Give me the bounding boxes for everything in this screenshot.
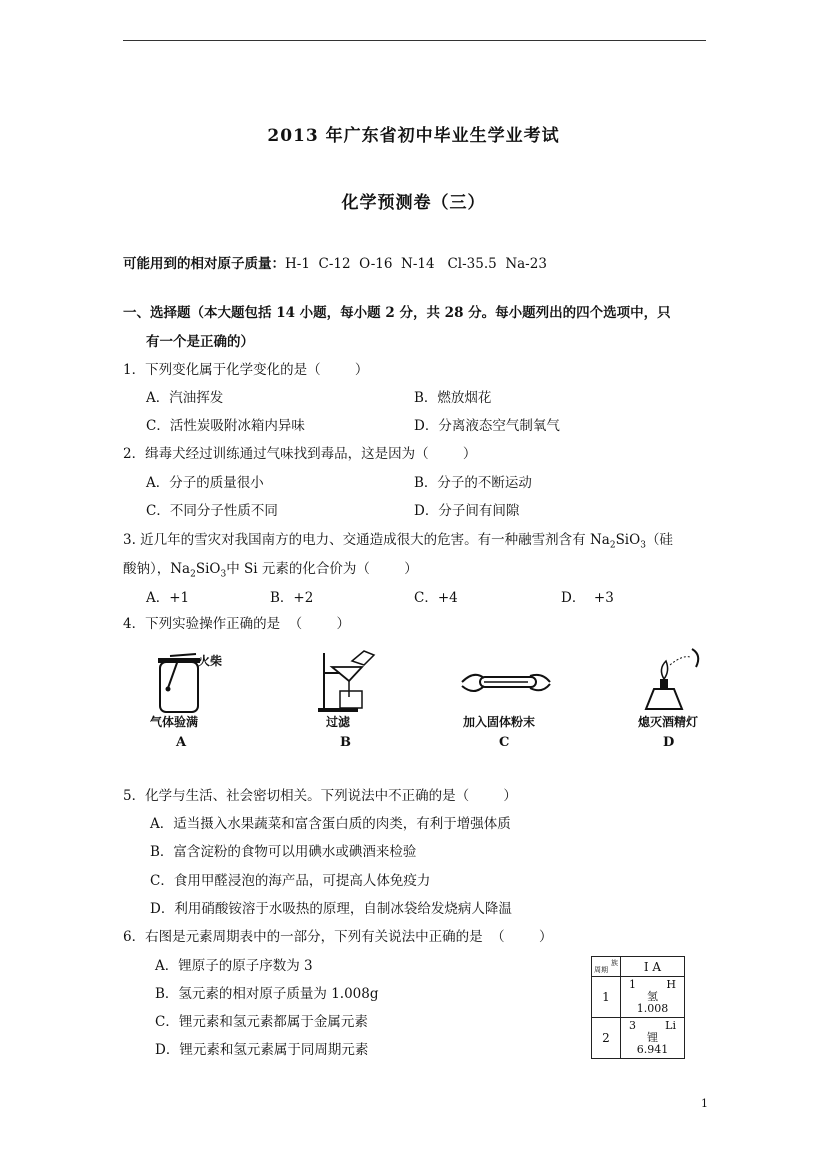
table-period-2: 2 bbox=[592, 1018, 621, 1059]
table-period-1: 1 bbox=[592, 977, 621, 1018]
atomic-masses-line bbox=[123, 255, 547, 273]
figure-a-caption: 气体验满 bbox=[150, 715, 199, 729]
hydrogen-mass: 1.008 bbox=[636, 1002, 669, 1015]
question-3-option-a: A．+1 bbox=[146, 590, 190, 606]
figure-a-letter: A bbox=[176, 735, 187, 750]
question-6-stem: 6．右图是元素周期表中的一部分，下列有关说法中正确的是 （ ） bbox=[123, 929, 553, 945]
exam-title: 2013 年广东省初中毕业生学业考试 bbox=[267, 126, 560, 146]
question-1-stem: 1．下列变化属于化学变化的是（ ） bbox=[123, 362, 369, 378]
table-corner-cell: 族 周期 bbox=[592, 957, 621, 977]
atomic-masses-label: 可能用到的相对原子质量： bbox=[123, 256, 285, 272]
question-2-option-b: B．分子的不断运动 bbox=[414, 475, 532, 491]
lithium-number: 3 bbox=[629, 1019, 636, 1032]
lithium-symbol: Li bbox=[665, 1019, 676, 1032]
figure-c-caption: 加入固体粉末 bbox=[463, 715, 536, 729]
figure-d-alcohol-lamp bbox=[636, 645, 706, 713]
hydrogen-name: 氢 bbox=[647, 990, 658, 1003]
figure-d-letter: D bbox=[663, 735, 675, 750]
question-3-option-b: B．+2 bbox=[270, 590, 314, 606]
hydrogen-symbol: H bbox=[666, 978, 676, 991]
question-1-option-b: B．燃放烟花 bbox=[414, 390, 492, 406]
question-6-option-c: C．锂元素和氢元素都属于金属元素 bbox=[155, 1014, 368, 1030]
figure-a-note: 火柴 bbox=[198, 654, 223, 668]
question-5-option-a: A．适当摄入水果蔬菜和富含蛋白质的肉类，有利于增强体质 bbox=[150, 816, 511, 832]
section-heading-line1: 一、选择题（本大题包括 14 小题，每小题 2 分，共 28 分。每小题列出的四个选项中，只 bbox=[123, 305, 671, 321]
question-3-stem-line1: 3. 近几年的雪灾对我国南方的电力、交通造成很大的危害。有一种融雪剂含有 $Na_2SiO_3$（硅 bbox=[123, 532, 673, 551]
figure-c-letter: C bbox=[499, 735, 510, 750]
figure-c-test-tube bbox=[458, 668, 554, 698]
question-5-stem: 5．化学与生活、社会密切相关。下列说法中不正确的是（ ） bbox=[123, 788, 517, 804]
table-group-header: I A bbox=[621, 957, 685, 977]
question-3-stem-line2: 酸钠），$Na_2SiO_3$中 Si 元素的化合价为（ ） bbox=[123, 561, 418, 580]
lithium-mass: 6.941 bbox=[636, 1043, 669, 1056]
question-1-option-d: D．分离液态空气制氧气 bbox=[414, 418, 560, 434]
question-3-option-d: D． +3 bbox=[561, 590, 614, 606]
question-4-stem: 4．下列实验操作正确的是 （ ） bbox=[123, 616, 351, 632]
question-6-option-d: D．锂元素和氢元素属于同周期元素 bbox=[155, 1042, 369, 1058]
figure-b-caption: 过滤 bbox=[326, 715, 351, 729]
question-2-option-a: A．分子的质量很小 bbox=[146, 475, 264, 491]
page-number: 1 bbox=[701, 1097, 708, 1110]
question-5-option-b: B．富含淀粉的食物可以用碘水或碘酒来检验 bbox=[150, 844, 417, 860]
question-1-option-c: C．活性炭吸附冰箱内异味 bbox=[146, 418, 305, 434]
question-5-option-c: C．食用甲醛浸泡的海产品，可提高人体免疫力 bbox=[150, 873, 431, 889]
question-3-option-c: C．+4 bbox=[414, 590, 458, 606]
hydrogen-number: 1 bbox=[629, 978, 636, 991]
question-2-option-d: D．分子间有间隙 bbox=[414, 503, 520, 519]
lithium-name: 锂 bbox=[647, 1031, 658, 1044]
question-1-option-a: A．汽油挥发 bbox=[146, 390, 224, 406]
figure-b-filtration bbox=[318, 645, 398, 713]
table-cell-hydrogen bbox=[621, 977, 685, 1018]
atomic-masses-values: H-1 C-12 O-16 N-14 Cl-35.5 Na-23 bbox=[285, 256, 547, 272]
question-5-option-d: D．利用硝酸铵溶于水吸热的原理，自制冰袋给发烧病人降温 bbox=[150, 901, 512, 917]
exam-subtitle: 化学预测卷（三） bbox=[341, 193, 486, 213]
header-rule bbox=[123, 40, 706, 41]
table-cell-lithium bbox=[621, 1018, 685, 1059]
question-2-option-c: C．不同分子性质不同 bbox=[146, 503, 278, 519]
figure-d-caption: 熄灭酒精灯 bbox=[638, 715, 699, 729]
question-6-option-a: A．锂原子的原子序数为 3 bbox=[155, 958, 313, 974]
figure-b-letter: B bbox=[340, 735, 351, 750]
question-6-option-b: B．氢元素的相对原子质量为 1.008g bbox=[155, 986, 379, 1002]
periodic-table-fragment bbox=[591, 956, 685, 1059]
section-heading-line2: 有一个是正确的） bbox=[146, 334, 254, 350]
question-2-stem: 2．缉毒犬经过训练通过气味找到毒品，这是因为（ ） bbox=[123, 446, 477, 462]
